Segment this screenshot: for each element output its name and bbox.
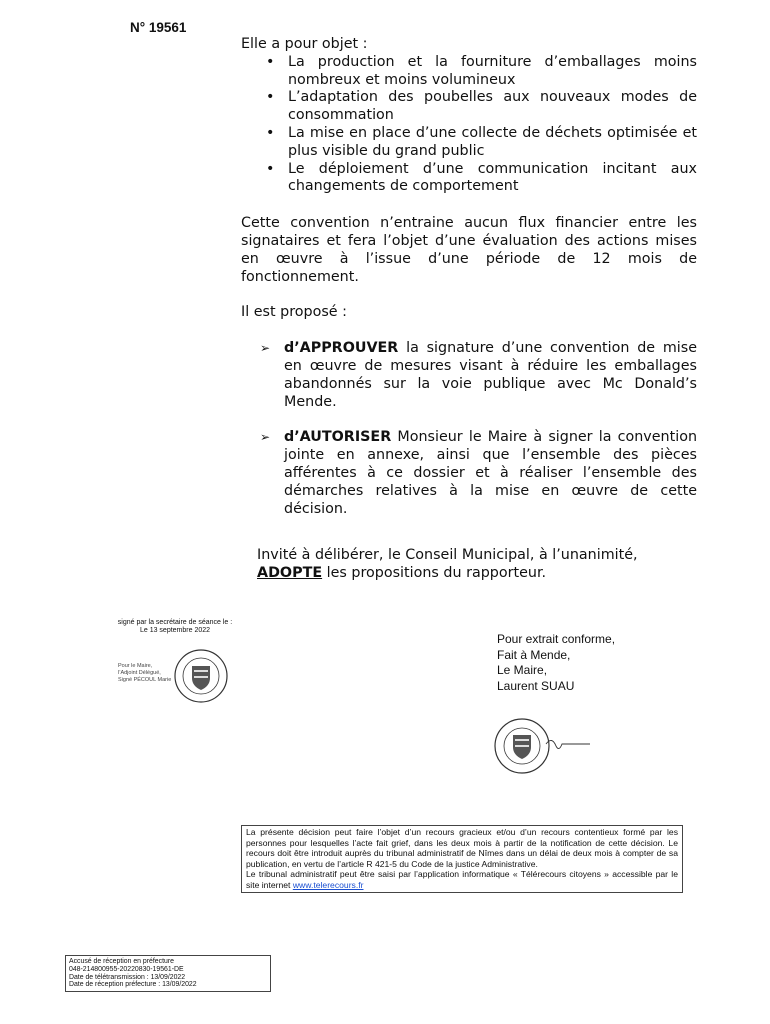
list-item: • Le déploiement d’une communication incitant aux changements de comportement — [266, 160, 697, 195]
intro-line: Elle a pour objet : — [241, 36, 368, 52]
list-item: • L’adaptation des poubelles aux nouveaux modes de consommation — [266, 89, 697, 124]
bullet-icon: • — [266, 124, 275, 141]
objectives-list — [241, 54, 697, 196]
legal-notice-box: La présente décision peut faire l’objet d’un recours gracieux et/ou d’un recours contentieux formé par les personnes pour lesquelles l’acte fait grief, dans les deux mois à partir de la notification de cette décision. Le recours doit être introduit auprès du tribunal administratif de Nîmes dans un délai de deux mois à compter de sa publication, en vertu de l’article R 421-5 du Code de la justice Administrative. Le tribunal administratif peut être saisi par l’application informatique « Télérecours citoyens » accessible par le site internet www.telerecours.fr — [241, 825, 683, 893]
proposal-intro: Il est proposé : — [241, 304, 347, 321]
signature-stroke — [546, 740, 590, 748]
mayor-signature-stamp — [490, 716, 600, 776]
deliberation-body — [241, 36, 697, 518]
list-item: • La production et la fourniture d’emballages moins nombreux et moins volumineux — [266, 53, 697, 88]
convention-paragraph: Cette convention n’entraine aucun flux financier entre les signataires et fera l’objet d’une évaluation des actions mises en œuvre à l’issue d’une période de 12 mois de fonctionnement. — [241, 215, 697, 285]
stamp-text: l’Adjoint Délégué, — [118, 670, 161, 676]
telerecours-link[interactable]: www.telerecours.fr — [292, 879, 364, 890]
bullet-icon: • — [266, 160, 275, 177]
adopte-label: ADOPTE — [257, 565, 323, 581]
document-number: N° 19561 — [130, 20, 187, 35]
secretary-signature-stamp — [112, 646, 242, 706]
mayor-name: Laurent SUAU — [497, 678, 575, 693]
secretary-note: signé par la secrétaire de séance le : Le 13 septembre 2022 — [117, 619, 233, 634]
vote-statement: Invité à délibérer, le Conseil Municipal, à l’unanimité, ADOPTE les propositions du rapporteur. — [257, 547, 638, 581]
decision-item: ➢ d’APPROUVER la signature d’une convention de mise en œuvre de mesures visant à réduire les emballages abandonnés sur la voie publique avec Mc Donald’s Mende. — [260, 340, 697, 410]
decisions-list — [241, 340, 697, 518]
town-seal-icon — [495, 719, 549, 773]
stamp-text: Signé PÉCOUL Marie — [118, 677, 172, 683]
bullet-icon: • — [266, 89, 275, 106]
bullet-icon: • — [266, 53, 275, 70]
prefecture-receipt-box: Accusé de réception en préfecture 048-214800955-20220830-19561-DE Date de télétransmission : 13/09/2022 Date de réception préfecture : 13/09/2022 — [65, 955, 271, 992]
legal-notice-text: La présente décision peut faire l’objet d’un recours gracieux et/ou d’un recours contentieux formé par les personnes pour lesquelles l’acte fait grief, dans les deux mois à partir de la notification de cette décision. Le recours doit être introduit auprès du tribunal administratif de Nîmes dans un délai de deux mois à compter de sa publication, en vertu de l’article R 421-5 du Code de la justice Administrative. — [246, 827, 678, 869]
stamp-text: Pour le Maire, — [118, 663, 153, 669]
extract-certification: Pour extrait conforme, Fait à Mende, Le Maire, Laurent SUAU — [497, 632, 616, 693]
arrow-bullet-icon: ➢ — [260, 341, 271, 356]
decision-item: ➢ d’AUTORISER Monsieur le Maire à signer la convention jointe en annexe, ainsi que l’ensemble des pièces afférentes à ce dossier et à réaliser l’ensemble des démarches relatives à la mise en œuvre de cette décision. — [260, 429, 697, 517]
town-seal-icon — [175, 650, 227, 702]
list-item: • La mise en place d’une collecte de déchets optimisée et plus visible du grand public — [266, 124, 697, 159]
arrow-bullet-icon: ➢ — [260, 430, 271, 445]
